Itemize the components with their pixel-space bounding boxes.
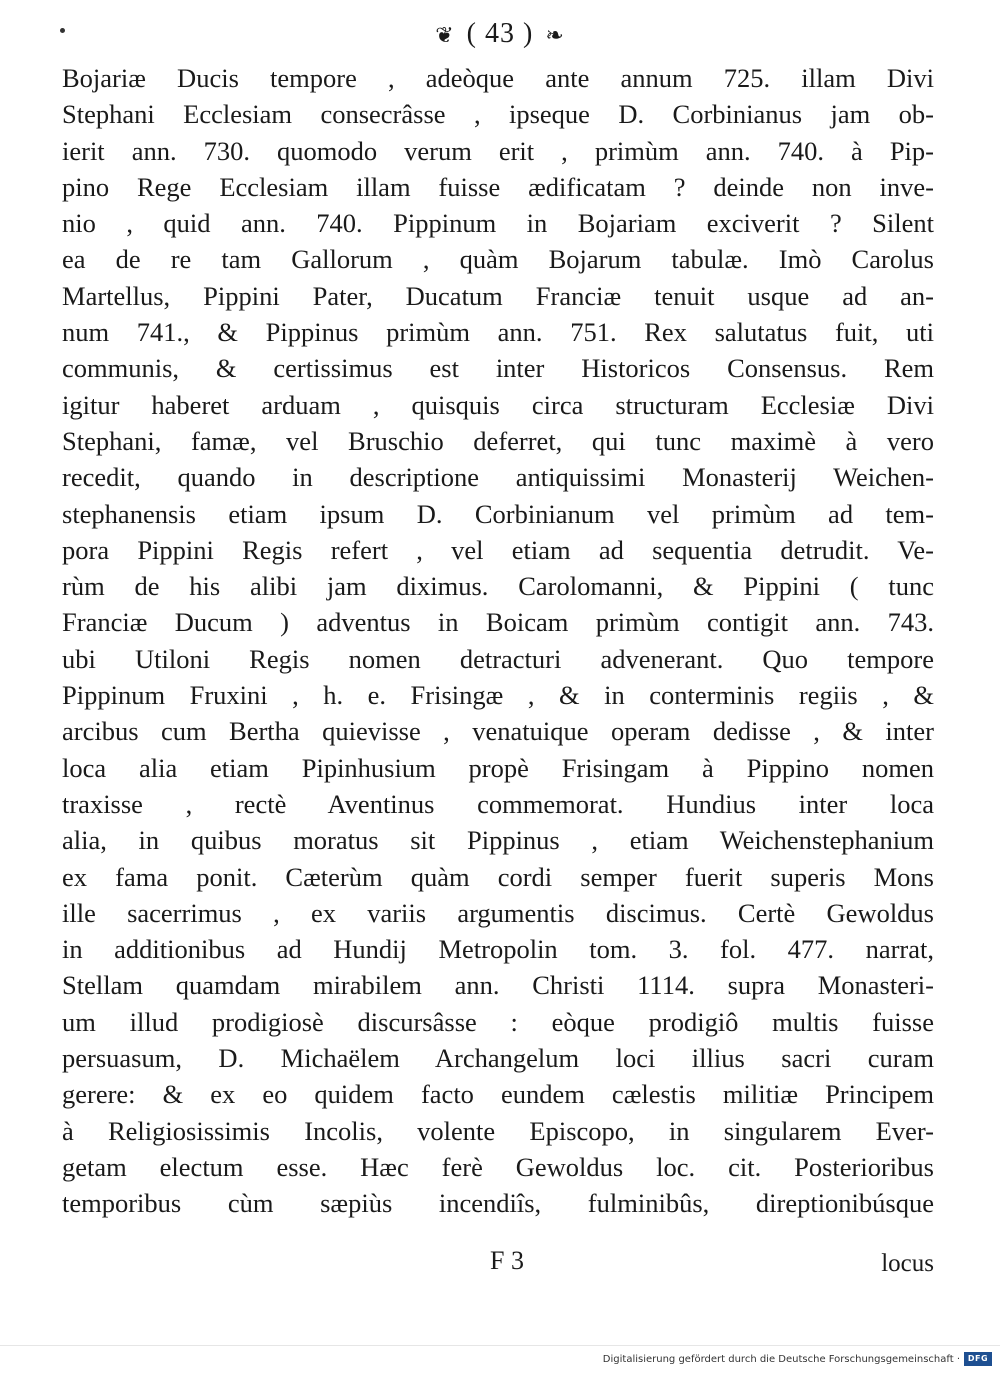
text-line: pora Pippini Regis refert , vel etiam ad sequentia detrudit. Ve-: [62, 534, 934, 565]
ornament-right-icon: ❧: [545, 22, 565, 48]
text-line: igitur haberet arduam , quisquis circa structuram Ecclesiæ Divi: [62, 389, 934, 420]
text-line: ubi Utiloni Regis nomen detracturi advenerant. Quo tempore: [62, 643, 934, 674]
page-number: ( 43 ): [466, 18, 534, 49]
text-line: Stephani, famæ, vel Bruschio deferret, qui tunc maximè à vero: [62, 425, 934, 456]
text-line: gerere: & ex eo quidem facto eundem cælestis militiæ Principem: [62, 1079, 934, 1110]
ornament-left-icon: ❦: [435, 22, 455, 48]
text-line: communis, & certissimus est inter Historicos Consensus. Rem: [62, 353, 934, 384]
text-line: in additionibus ad Hundij Metropolin tom. 3. fol. 477. narrat,: [62, 934, 934, 965]
dfg-logo-icon: DFG: [964, 1352, 992, 1366]
text-line: nio , quid ann. 740. Pippinum in Bojariam exciverit ? Silent: [62, 208, 934, 239]
signature-mark: F 3: [490, 1246, 524, 1275]
text-line: ille sacerrimus , ex variis argumentis discimus. Certè Gewoldus: [62, 897, 934, 928]
page-header: [0, 18, 1000, 50]
text-line: stephanensis etiam ipsum D. Corbinianum vel primùm ad tem-: [62, 498, 934, 529]
text-line: alia, in quibus moratus sit Pippinus , etiam Weichenstephanium: [62, 825, 934, 856]
text-line: recedit, quando in descriptione antiquissimi Monasterij Weichen-: [62, 462, 934, 493]
text-line: Franciæ Ducum ) adventus in Boicam primùm contigit ann. 743.: [62, 607, 934, 638]
text-line: ierit ann. 730. quomodo verum erit , primùm ann. 740. à Pip-: [62, 135, 934, 166]
digitization-credit: Digitalisierung gefördert durch die Deutsche Forschungsgemeinschaft ·: [602, 1354, 960, 1365]
page-footer: [0, 1246, 1000, 1286]
text-line: um illud prodigiosè discursâsse : eòque prodigiô multis fuisse: [62, 1006, 934, 1037]
text-line: Pippinum Fruxini , h. e. Frisingæ , & in conterminis regiis , &: [62, 680, 934, 711]
text-line: getam electum esse. Hæc ferè Gewoldus loc. cit. Posterioribus: [62, 1151, 934, 1182]
text-line: ex fama ponit. Cæterùm quàm cordi semper fuerit superis Mons: [62, 861, 934, 892]
text-line: Martellus, Pippini Pater, Ducatum Franciæ tenuit usque ad an-: [62, 280, 934, 311]
text-line: pino Rege Ecclesiam illam fuisse ædificatam ? deinde non inve-: [62, 171, 934, 202]
text-line: num 741., & Pippinus primùm ann. 751. Rex salutatus fuit, uti: [62, 317, 934, 348]
text-line: persuasum, D. Michaëlem Archangelum loci illius sacri curam: [62, 1043, 934, 1074]
text-line: Stellam quamdam mirabilem ann. Christi 1114. supra Monasteri-: [62, 970, 934, 1001]
text-line: Bojariæ Ducis tempore , adeòque ante annum 725. illam Divi: [62, 63, 934, 93]
text-line: temporibus cùm sæpiùs incendiîs, fulminibûs, direptionibúsque: [62, 1188, 934, 1219]
body-text: [62, 60, 934, 1222]
text-line: arcibus cum Bertha quievisse , venatuique operam dedisse , & inter: [62, 716, 934, 747]
catchword: locus: [881, 1250, 934, 1277]
text-line: Stephani Ecclesiam consecrâsse , ipseque D. Corbinianus jam ob-: [62, 99, 934, 130]
text-line: loca alia etiam Pipinhusium propè Frisingam à Pippino nomen: [62, 752, 934, 783]
text-line: à Religiosissimis Incolis, volente Episcopo, in singularem Ever-: [62, 1115, 934, 1146]
text-line: ea de re tam Gallorum , quàm Bojarum tabulæ. Imò Carolus: [62, 244, 934, 275]
credit-bar: [0, 1345, 1000, 1376]
text-line: traxisse , rectè Aventinus commemorat. Hundius inter loca: [62, 788, 934, 819]
text-line: rùm de his alibi jam diximus. Carolomanni, & Pippini ( tunc: [62, 571, 934, 602]
